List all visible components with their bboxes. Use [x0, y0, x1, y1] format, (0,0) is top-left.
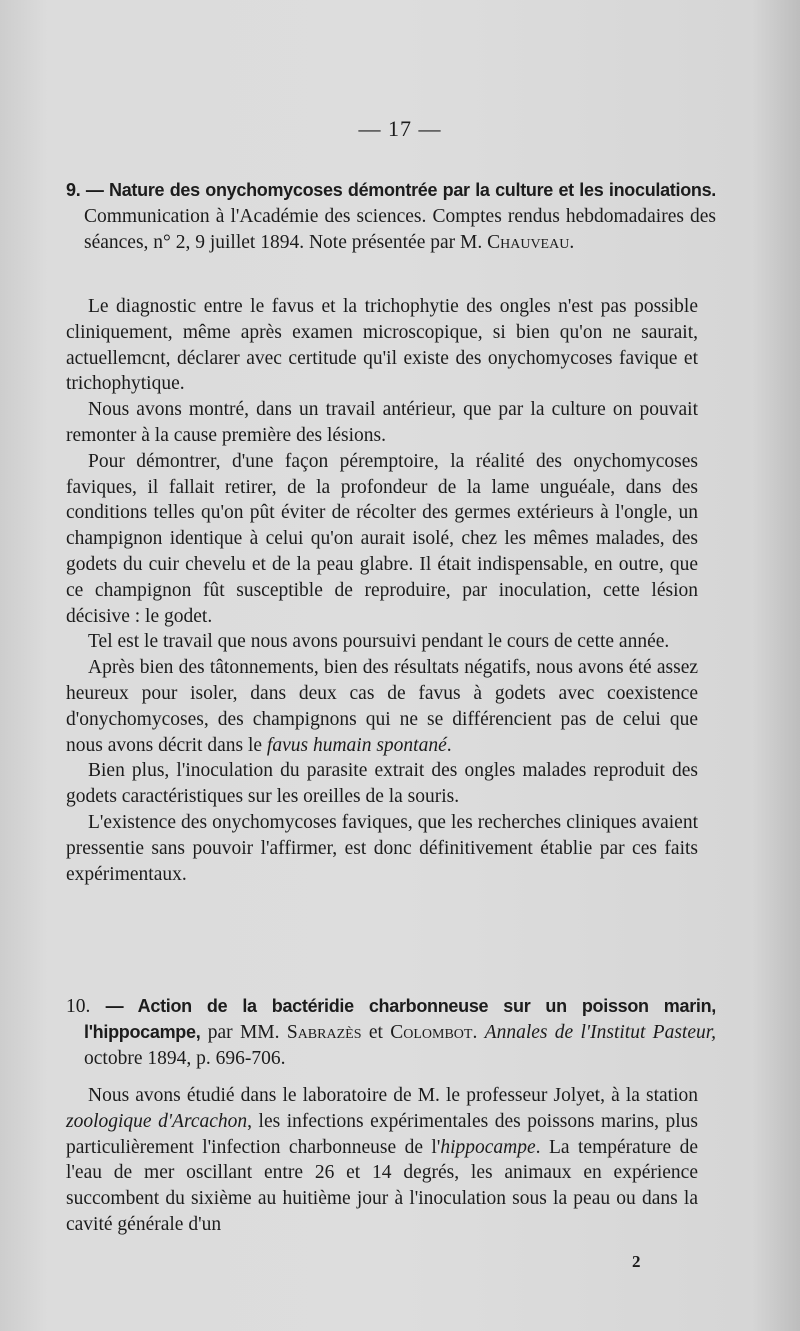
entry-10-author: Sabrazès — [286, 1021, 362, 1043]
paragraph: Pour démontrer, d'une façon péremptoire, la réalité des onychomycoses faviques, il fallait retirer, de la profondeur de la lame unguéale, dans des conditions telles qu'on pût éviter de récolter des germes extérieurs à l'ongle, un champignon identique à celui qu'on aurait isolé, chez les mêmes malades, des godets du cuir chevelu et de la peau glabre. Il était indispensable, en outre, que ce champignon fût susceptible de reproduire, par inoculation, cette lésion décisive : le godet. — [66, 450, 698, 627]
paragraph: Nous avons montré, dans un travail antérieur, que par la culture on pouvait remonter à la cause première des lésions. — [66, 399, 698, 446]
entry-10-body — [66, 1083, 698, 1238]
entry-10-by: par MM. — [207, 1021, 280, 1043]
entry-10-author: Colombot — [390, 1021, 473, 1043]
entry-9-header — [66, 178, 716, 255]
entry-10-and: et — [368, 1021, 383, 1043]
entry-9-title: 9. — Nature des onychomycoses démontrée par la culture et les inoculations. — [66, 180, 716, 200]
entry-10-number: 10. — [66, 996, 91, 1017]
entry-10-journal: Annales de l'Institut Pasteur, — [484, 1021, 717, 1043]
italic-term: zoologique d'Arcachon — [66, 1110, 248, 1132]
paragraph: L'existence des onychomycoses faviques, que les recherches cliniques avaient pressentie sans pouvoir l'affirmer, est donc définitivement établie par ces faits expérimentaux. — [66, 811, 698, 885]
italic-term: favus humain spontané — [266, 734, 447, 756]
paragraph: Tel est le travail que nous avons poursuivi pendant le cours de cette année. — [88, 631, 670, 653]
italic-term: hippocampe — [440, 1136, 536, 1158]
paragraph: Le diagnostic entre le favus et la trichophytie des ongles n'est pas possible cliniquement, même après examen microscopique, si bien qu'on ne saurait, actuellemcnt, déclarer avec certitude qu'il existe des onychomycoses favique et trichophytique. — [66, 296, 698, 395]
page-number: — 17 — — [358, 116, 442, 141]
entry-9-ref-end: . — [569, 231, 575, 253]
entry-9-reference: Communication à l'Académie des sciences. Comptes rendus hebdomadaires des séances, n° 2, 9 juillet 1894. Note présentée par M. — [84, 205, 716, 253]
paragraph-text: , les infections expérimentales des poissons marins, plus particulièrement l'infection charbonneuse de l' — [66, 1110, 698, 1158]
entry-9-body — [66, 294, 698, 887]
paragraph-text: Nous avons étudié dans le laboratoire de M. le professeur Jolyet, à la station — [88, 1085, 698, 1106]
paragraph: Bien plus, l'inoculation du parasite extrait des ongles malades reproduit des godets caractéristiques sur les oreilles de la souris. — [66, 760, 698, 808]
entry-10-header — [66, 994, 716, 1071]
paragraph-text: . La température de l'eau de mer oscillant entre 26 et 14 degrés, les animaux en expérience succombent du sixième au huitième jour à l'inoculation sous la peau ou dans la cavité générale d'un — [66, 1136, 698, 1235]
paragraph — [66, 655, 698, 758]
entry-10-title: — Action de la bactéridie charbonneuse sur un poisson marin, l'hippocampe, — [84, 996, 717, 1042]
paragraph-end: . — [446, 734, 452, 756]
entry-9-presenter: Chauveau — [487, 231, 570, 253]
signature-mark: 2 — [632, 1252, 641, 1271]
paragraph-text: Après bien des tâtonnements, bien des résultats négatifs, nous avons été assez heureux pour isoler, dans deux cas de favus à godets avec coexistence d'onychomycoses, des champignons qui ne se différencient pas de celui que nous avons décrit dans le — [66, 657, 698, 756]
entry-10-sep: . — [472, 1021, 478, 1043]
entry-10-date: octobre 1894, p. 696-706. — [84, 1047, 286, 1069]
paragraph — [66, 1083, 698, 1238]
